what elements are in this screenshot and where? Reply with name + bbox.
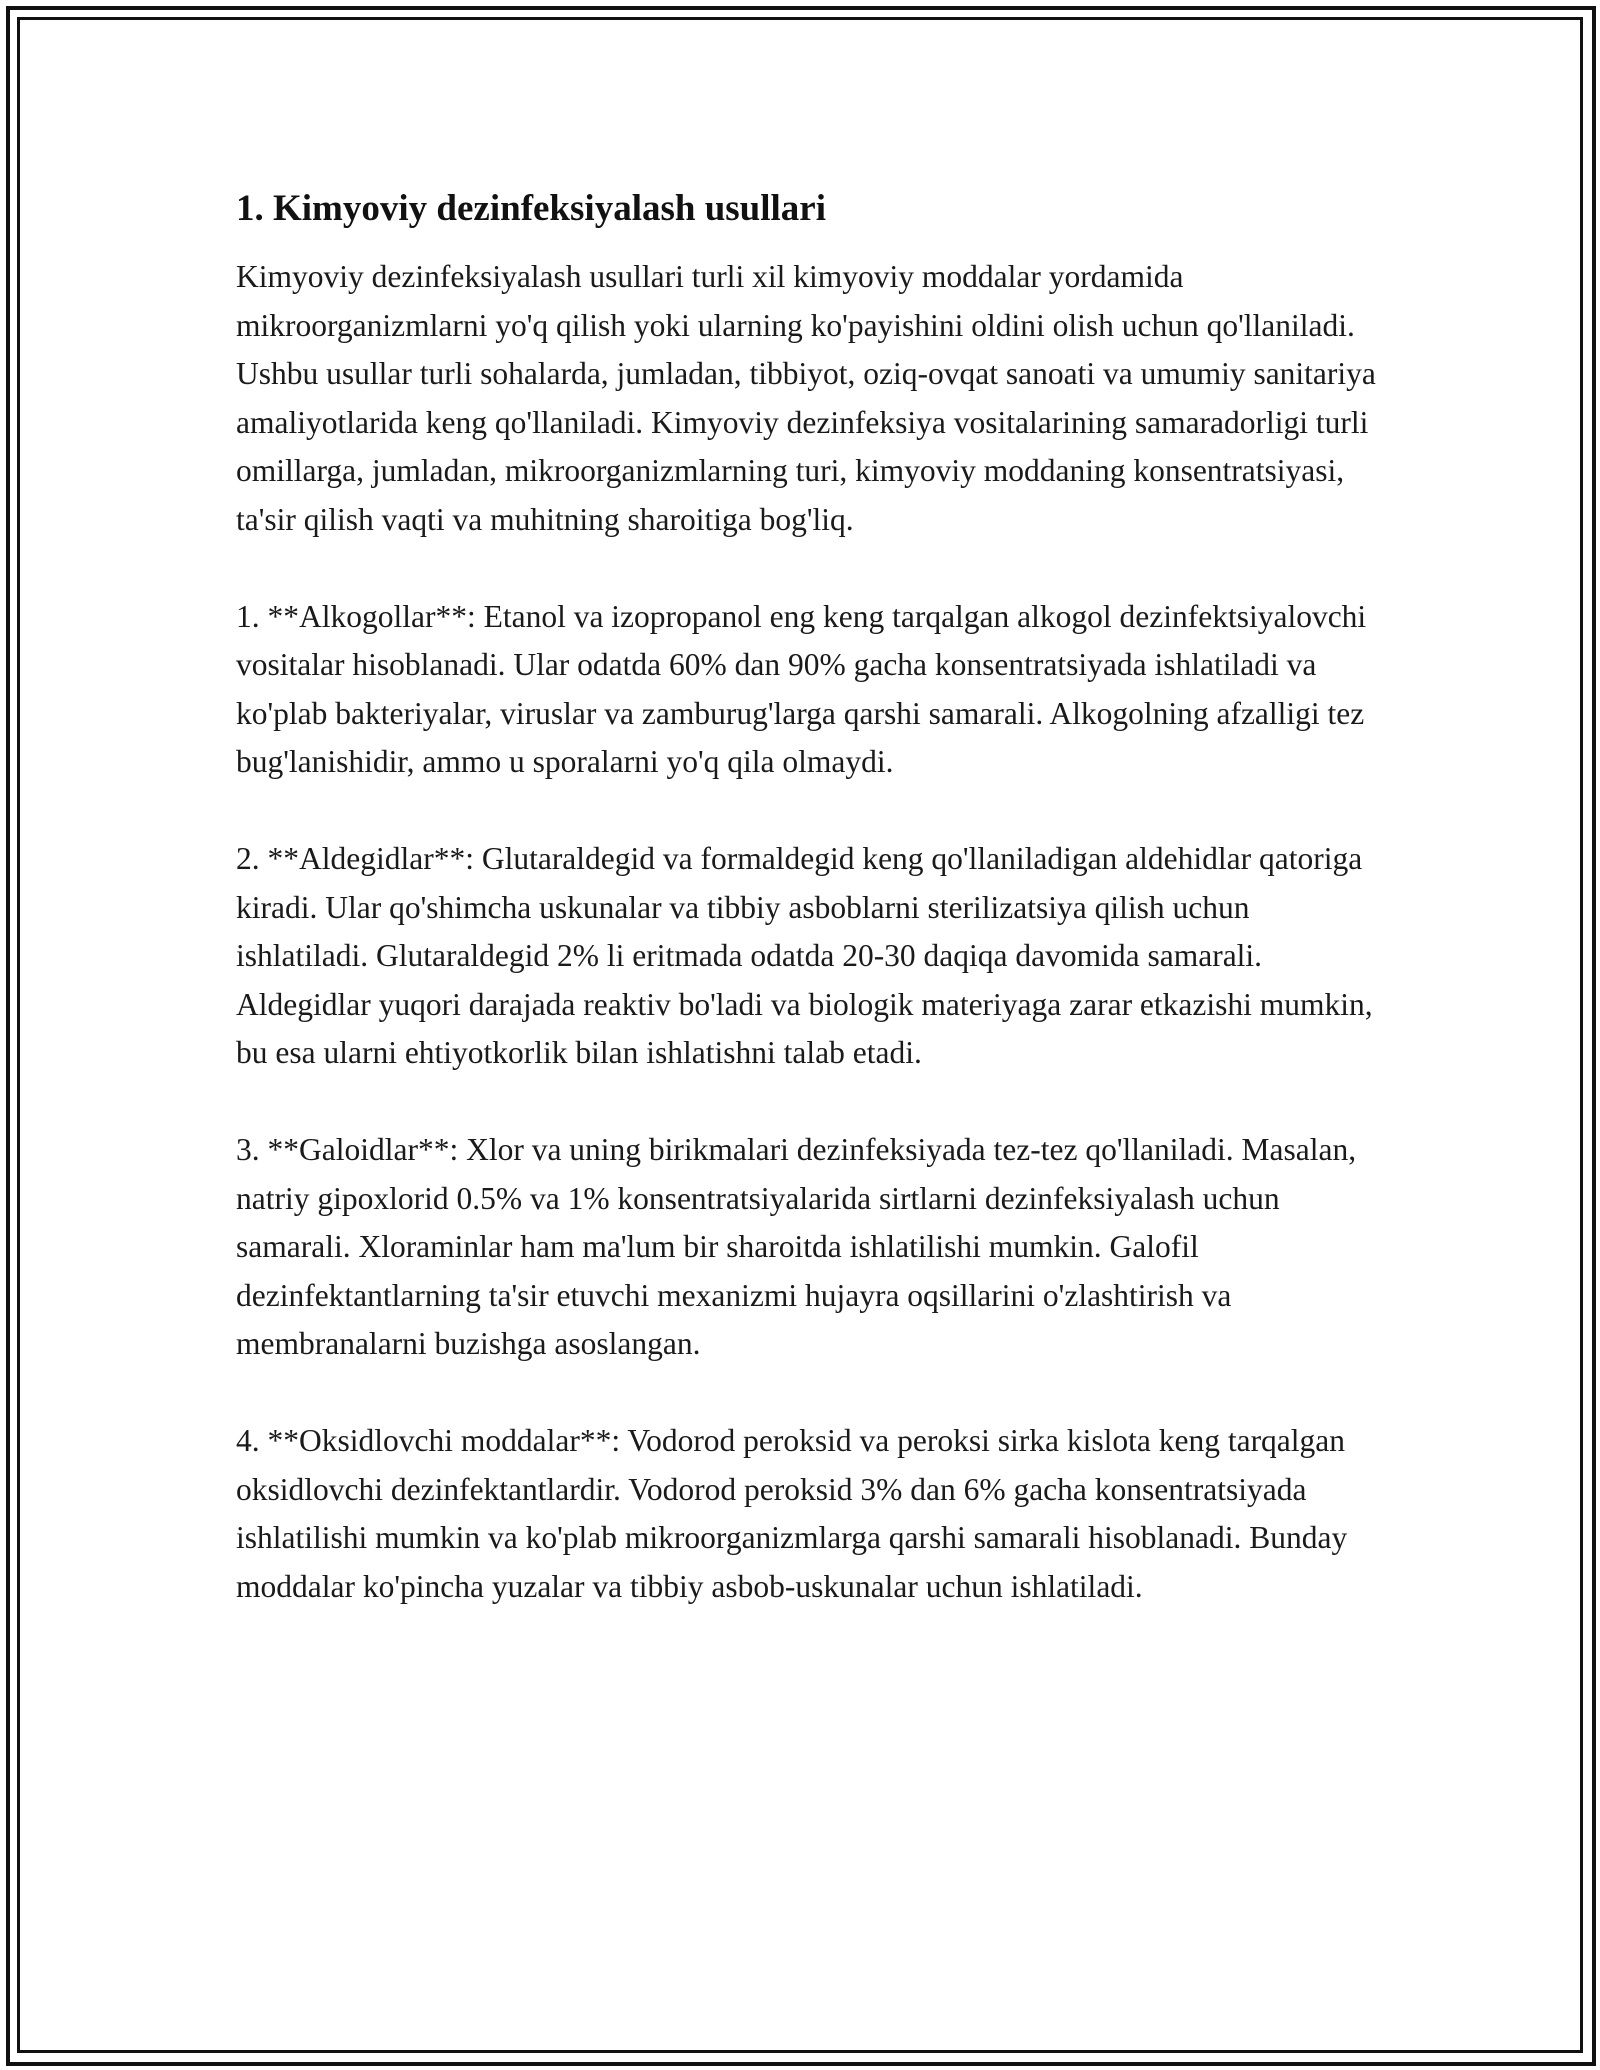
document-body (236, 185, 1376, 1611)
aldehydes-paragraph: 2. **Aldegidlar**: Glutaraldegid va formaldegid keng qo'llaniladigan aldehidlar qatoriga kiradi. Ular qo'shimcha uskunalar va tibbiy asboblarni sterilizatsiya qilish uchun ishlatiladi. Glutaraldegid 2% li eritmada odatda 20-30 daqiqa davomida samarali. Aldegidlar yuqori darajada reaktiv bo'ladi va biologik materiyaga zarar etkazishi mumkin, bu esa ularni ehtiyotkorlik bilan ishlatishni talab etadi. (236, 841, 1373, 1070)
intro-paragraph: Kimyoviy dezinfeksiyalash usullari turli xil kimyoviy moddalar yordamida mikroorganizmlarni yo'q qilish yoki ularning ko'payishini oldini olish uchun qo'llaniladi. Ushbu usullar turli sohalarda, jumladan, tibbiyot, oziq-ovqat sanoati va umumiy sanitariya amaliyotlarida keng qo'llaniladi. Kimyoviy dezinfeksiya vositalarining samaradorligi turli omillarga, jumladan, mikroorganizmlarning turi, kimyoviy moddaning konsentratsiyasi, ta'sir qilish vaqti va muhitning sharoitiga bog'liq. (236, 259, 1376, 537)
section-heading: 1. Kimyoviy dezinfeksiyalash usullari (236, 188, 827, 229)
alcohols-paragraph: 1. **Alkogollar**: Etanol va izopropanol eng keng tarqalgan alkogol dezinfektsiyalovchi vositalar hisoblanadi. Ular odatda 60% dan 90% gacha konsentratsiyada ishlatiladi va ko'plab bakteriyalar, viruslar va zamburug'larga qarshi samarali. Alkogolning afzalligi tez bug'lanishidir, ammo u sporalarni yo'q qila olmaydi. (236, 598, 1367, 779)
oxidizers-paragraph: 4. **Oksidlovchi moddalar**: Vodorod peroksid va peroksi sirka kislota keng tarqalgan oksidlovchi dezinfektantlardir. Vodorod peroksid 3% dan 6% gacha konsentratsiyada ishlatilishi mumkin va ko'plab mikroorganizmlarga qarshi samarali hisoblanadi. Bunday moddalar ko'pincha yuzalar va tibbiy asbob-uskunalar uchun ishlatiladi. (236, 1423, 1348, 1604)
halogens-paragraph: 3. **Galoidlar**: Xlor va uning birikmalari dezinfeksiyada tez-tez qo'llaniladi. Masalan, natriy gipoxlorid 0.5% va 1% konsentratsiyalarida sirtlarni dezinfeksiyalash uchun samarali. Xloraminlar ham ma'lum bir sharoitda ishlatilishi mumkin. Galofil dezinfektantlarning ta'sir etuvchi mexanizmi hujayra oqsillarini o'zlashtirish va membranalarni buzishga asoslangan. (236, 1132, 1357, 1361)
